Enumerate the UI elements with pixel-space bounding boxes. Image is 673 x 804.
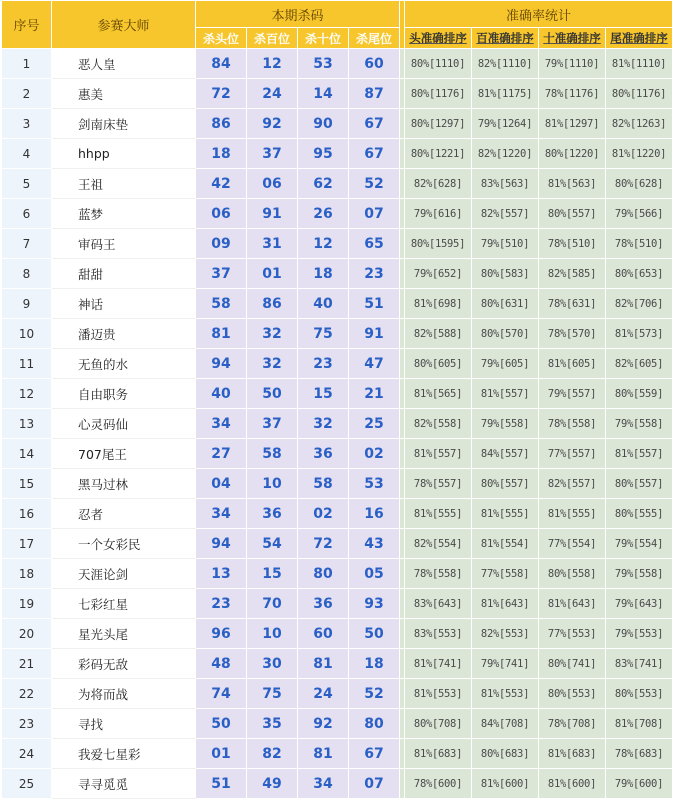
kill-hundred-value: 36 bbox=[247, 499, 298, 529]
kill-ten-value: 15 bbox=[298, 379, 349, 409]
kill-tail-value: 80 bbox=[349, 709, 400, 739]
row-index: 6 bbox=[2, 199, 52, 229]
kill-tail-value: 67 bbox=[349, 139, 400, 169]
table-header bbox=[2, 1, 673, 49]
kill-hundred-value: 37 bbox=[247, 409, 298, 439]
kill-ten-value: 14 bbox=[298, 79, 349, 109]
master-name: 自由职务 bbox=[52, 379, 196, 409]
master-name: 审码王 bbox=[52, 229, 196, 259]
head-accuracy-value: 81%[698] bbox=[405, 289, 472, 319]
kill-hundred-value: 49 bbox=[247, 769, 298, 799]
kill-ten-value: 18 bbox=[298, 259, 349, 289]
row-index: 14 bbox=[2, 439, 52, 469]
hundred-accuracy-value: 84%[557] bbox=[472, 439, 539, 469]
master-name: 甜甜 bbox=[52, 259, 196, 289]
header-accuracy-group: 准确率统计 bbox=[405, 1, 673, 28]
kill-hundred-value: 54 bbox=[247, 529, 298, 559]
ten-accuracy-value: 78%[510] bbox=[539, 229, 606, 259]
table-row bbox=[2, 319, 673, 349]
header-kill-hundred: 杀百位 bbox=[247, 28, 298, 49]
table-row bbox=[2, 79, 673, 109]
master-name: 惠美 bbox=[52, 79, 196, 109]
kill-hundred-value: 01 bbox=[247, 259, 298, 289]
table-row bbox=[2, 589, 673, 619]
table-row bbox=[2, 109, 673, 139]
ten-accuracy-value: 77%[557] bbox=[539, 439, 606, 469]
kill-tail-value: 65 bbox=[349, 229, 400, 259]
kill-ten-value: 81 bbox=[298, 739, 349, 769]
sort-tail-accuracy-link[interactable]: 尾准确排序 bbox=[606, 28, 673, 49]
tail-accuracy-value: 83%[741] bbox=[606, 649, 673, 679]
kill-ten-value: 32 bbox=[298, 409, 349, 439]
kill-hundred-value: 12 bbox=[247, 49, 298, 79]
master-name: 彩码无敌 bbox=[52, 649, 196, 679]
hundred-accuracy-value: 80%[631] bbox=[472, 289, 539, 319]
head-accuracy-value: 82%[628] bbox=[405, 169, 472, 199]
kill-head-value: 37 bbox=[196, 259, 247, 289]
tail-accuracy-value: 81%[557] bbox=[606, 439, 673, 469]
kill-tail-value: 52 bbox=[349, 169, 400, 199]
row-index: 16 bbox=[2, 499, 52, 529]
kill-hundred-value: 50 bbox=[247, 379, 298, 409]
kill-ten-value: 80 bbox=[298, 559, 349, 589]
kill-tail-value: 50 bbox=[349, 619, 400, 649]
row-index: 19 bbox=[2, 589, 52, 619]
master-name: 恶人皇 bbox=[52, 49, 196, 79]
kill-head-value: 58 bbox=[196, 289, 247, 319]
ten-accuracy-value: 82%[557] bbox=[539, 469, 606, 499]
kill-hundred-value: 06 bbox=[247, 169, 298, 199]
hundred-accuracy-value: 82%[1220] bbox=[472, 139, 539, 169]
head-accuracy-value: 83%[553] bbox=[405, 619, 472, 649]
table-row bbox=[2, 349, 673, 379]
table-row bbox=[2, 649, 673, 679]
kill-hundred-value: 15 bbox=[247, 559, 298, 589]
tail-accuracy-value: 80%[628] bbox=[606, 169, 673, 199]
kill-ten-value: 72 bbox=[298, 529, 349, 559]
ten-accuracy-value: 77%[554] bbox=[539, 529, 606, 559]
ten-accuracy-value: 80%[558] bbox=[539, 559, 606, 589]
tail-accuracy-value: 80%[559] bbox=[606, 379, 673, 409]
ten-accuracy-value: 80%[1220] bbox=[539, 139, 606, 169]
table-row bbox=[2, 289, 673, 319]
tail-accuracy-value: 79%[643] bbox=[606, 589, 673, 619]
kill-head-value: 34 bbox=[196, 409, 247, 439]
ten-accuracy-value: 81%[1297] bbox=[539, 109, 606, 139]
tail-accuracy-value: 81%[1110] bbox=[606, 49, 673, 79]
ten-accuracy-value: 79%[557] bbox=[539, 379, 606, 409]
kill-head-value: 42 bbox=[196, 169, 247, 199]
hundred-accuracy-value: 81%[643] bbox=[472, 589, 539, 619]
tail-accuracy-value: 80%[653] bbox=[606, 259, 673, 289]
kill-ten-value: 92 bbox=[298, 709, 349, 739]
sort-hundred-accuracy-link[interactable]: 百准确排序 bbox=[472, 28, 539, 49]
master-name: 无鱼的水 bbox=[52, 349, 196, 379]
master-name: 我爱七星彩 bbox=[52, 739, 196, 769]
ten-accuracy-value: 81%[555] bbox=[539, 499, 606, 529]
sort-ten-accuracy-link[interactable]: 十准确排序 bbox=[539, 28, 606, 49]
head-accuracy-value: 81%[557] bbox=[405, 439, 472, 469]
ten-accuracy-value: 80%[553] bbox=[539, 679, 606, 709]
kill-tail-value: 47 bbox=[349, 349, 400, 379]
table-row bbox=[2, 49, 673, 79]
ten-accuracy-value: 79%[1110] bbox=[539, 49, 606, 79]
tail-accuracy-value: 82%[605] bbox=[606, 349, 673, 379]
tail-accuracy-value: 81%[1220] bbox=[606, 139, 673, 169]
kill-head-value: 51 bbox=[196, 769, 247, 799]
kill-hundred-value: 91 bbox=[247, 199, 298, 229]
kill-tail-value: 05 bbox=[349, 559, 400, 589]
table-row bbox=[2, 169, 673, 199]
header-master: 参赛大师 bbox=[52, 1, 196, 49]
kill-tail-value: 07 bbox=[349, 199, 400, 229]
row-index: 12 bbox=[2, 379, 52, 409]
kill-ten-value: 40 bbox=[298, 289, 349, 319]
tail-accuracy-value: 78%[683] bbox=[606, 739, 673, 769]
hundred-accuracy-value: 80%[570] bbox=[472, 319, 539, 349]
ten-accuracy-value: 81%[605] bbox=[539, 349, 606, 379]
head-accuracy-value: 81%[683] bbox=[405, 739, 472, 769]
kill-tail-value: 18 bbox=[349, 649, 400, 679]
head-accuracy-value: 81%[741] bbox=[405, 649, 472, 679]
hundred-accuracy-value: 79%[741] bbox=[472, 649, 539, 679]
ten-accuracy-value: 77%[553] bbox=[539, 619, 606, 649]
tail-accuracy-value: 81%[573] bbox=[606, 319, 673, 349]
tail-accuracy-value: 80%[557] bbox=[606, 469, 673, 499]
master-name: 王祖 bbox=[52, 169, 196, 199]
kill-head-value: 04 bbox=[196, 469, 247, 499]
ten-accuracy-value: 81%[563] bbox=[539, 169, 606, 199]
kill-ten-value: 62 bbox=[298, 169, 349, 199]
table-row bbox=[2, 679, 673, 709]
kill-head-value: 13 bbox=[196, 559, 247, 589]
row-index: 24 bbox=[2, 739, 52, 769]
kill-head-value: 74 bbox=[196, 679, 247, 709]
kill-head-value: 94 bbox=[196, 349, 247, 379]
ten-accuracy-value: 81%[600] bbox=[539, 769, 606, 799]
hundred-accuracy-value: 79%[558] bbox=[472, 409, 539, 439]
kill-ten-value: 02 bbox=[298, 499, 349, 529]
ten-accuracy-value: 80%[741] bbox=[539, 649, 606, 679]
ten-accuracy-value: 78%[1176] bbox=[539, 79, 606, 109]
hundred-accuracy-value: 81%[555] bbox=[472, 499, 539, 529]
hundred-accuracy-value: 84%[708] bbox=[472, 709, 539, 739]
hundred-accuracy-value: 80%[683] bbox=[472, 739, 539, 769]
hundred-accuracy-value: 83%[563] bbox=[472, 169, 539, 199]
kill-hundred-value: 30 bbox=[247, 649, 298, 679]
tail-accuracy-value: 78%[510] bbox=[606, 229, 673, 259]
tail-accuracy-value: 79%[554] bbox=[606, 529, 673, 559]
master-name: hhpp bbox=[52, 139, 196, 169]
row-index: 17 bbox=[2, 529, 52, 559]
row-index: 15 bbox=[2, 469, 52, 499]
row-index: 18 bbox=[2, 559, 52, 589]
kill-tail-value: 87 bbox=[349, 79, 400, 109]
row-index: 20 bbox=[2, 619, 52, 649]
row-index: 11 bbox=[2, 349, 52, 379]
tail-accuracy-value: 81%[708] bbox=[606, 709, 673, 739]
tail-accuracy-value: 79%[558] bbox=[606, 409, 673, 439]
kill-head-value: 06 bbox=[196, 199, 247, 229]
kill-tail-value: 21 bbox=[349, 379, 400, 409]
row-index: 23 bbox=[2, 709, 52, 739]
kill-head-value: 84 bbox=[196, 49, 247, 79]
kill-head-value: 18 bbox=[196, 139, 247, 169]
row-index: 25 bbox=[2, 769, 52, 799]
tail-accuracy-value: 82%[706] bbox=[606, 289, 673, 319]
row-index: 10 bbox=[2, 319, 52, 349]
kill-ten-value: 90 bbox=[298, 109, 349, 139]
kill-ten-value: 60 bbox=[298, 619, 349, 649]
row-index: 13 bbox=[2, 409, 52, 439]
master-name: 潘迈贵 bbox=[52, 319, 196, 349]
ten-accuracy-value: 81%[643] bbox=[539, 589, 606, 619]
kill-tail-value: 60 bbox=[349, 49, 400, 79]
kill-tail-value: 51 bbox=[349, 289, 400, 319]
tail-accuracy-value: 80%[1176] bbox=[606, 79, 673, 109]
kill-hundred-value: 31 bbox=[247, 229, 298, 259]
header-kill-ten: 杀十位 bbox=[298, 28, 349, 49]
kill-head-value: 72 bbox=[196, 79, 247, 109]
kill-head-value: 27 bbox=[196, 439, 247, 469]
head-accuracy-value: 81%[555] bbox=[405, 499, 472, 529]
table-row bbox=[2, 259, 673, 289]
kill-tail-value: 02 bbox=[349, 439, 400, 469]
kill-head-value: 96 bbox=[196, 619, 247, 649]
kill-hundred-value: 58 bbox=[247, 439, 298, 469]
ten-accuracy-value: 78%[558] bbox=[539, 409, 606, 439]
table-row bbox=[2, 709, 673, 739]
hundred-accuracy-value: 80%[583] bbox=[472, 259, 539, 289]
head-accuracy-value: 80%[1110] bbox=[405, 49, 472, 79]
kill-ten-value: 53 bbox=[298, 49, 349, 79]
ten-accuracy-value: 78%[570] bbox=[539, 319, 606, 349]
master-name: 蓝梦 bbox=[52, 199, 196, 229]
row-index: 21 bbox=[2, 649, 52, 679]
tail-accuracy-value: 79%[600] bbox=[606, 769, 673, 799]
kill-head-value: 48 bbox=[196, 649, 247, 679]
hundred-accuracy-value: 82%[1110] bbox=[472, 49, 539, 79]
hundred-accuracy-value: 79%[605] bbox=[472, 349, 539, 379]
kill-hundred-value: 82 bbox=[247, 739, 298, 769]
master-name: 寻寻觅觅 bbox=[52, 769, 196, 799]
head-accuracy-value: 79%[616] bbox=[405, 199, 472, 229]
kill-ten-value: 34 bbox=[298, 769, 349, 799]
kill-tail-value: 23 bbox=[349, 259, 400, 289]
table-row bbox=[2, 229, 673, 259]
kill-head-value: 81 bbox=[196, 319, 247, 349]
hundred-accuracy-value: 81%[600] bbox=[472, 769, 539, 799]
kill-ten-value: 95 bbox=[298, 139, 349, 169]
head-accuracy-value: 80%[605] bbox=[405, 349, 472, 379]
table-row bbox=[2, 739, 673, 769]
kill-hundred-value: 24 bbox=[247, 79, 298, 109]
kill-ten-value: 36 bbox=[298, 439, 349, 469]
hundred-accuracy-value: 81%[554] bbox=[472, 529, 539, 559]
kill-tail-value: 07 bbox=[349, 769, 400, 799]
master-name: 天涯论剑 bbox=[52, 559, 196, 589]
kill-ten-value: 81 bbox=[298, 649, 349, 679]
kill-ten-value: 23 bbox=[298, 349, 349, 379]
row-index: 1 bbox=[2, 49, 52, 79]
master-name: 寻找 bbox=[52, 709, 196, 739]
kill-tail-value: 67 bbox=[349, 109, 400, 139]
kill-hundred-value: 10 bbox=[247, 619, 298, 649]
master-name: 黑马过林 bbox=[52, 469, 196, 499]
hundred-accuracy-value: 81%[1175] bbox=[472, 79, 539, 109]
table-row bbox=[2, 769, 673, 799]
ten-accuracy-value: 80%[557] bbox=[539, 199, 606, 229]
table-body bbox=[2, 49, 673, 799]
row-index: 7 bbox=[2, 229, 52, 259]
head-accuracy-value: 80%[1221] bbox=[405, 139, 472, 169]
kill-head-value: 86 bbox=[196, 109, 247, 139]
tail-accuracy-value: 79%[553] bbox=[606, 619, 673, 649]
kill-head-value: 34 bbox=[196, 499, 247, 529]
kill-tail-value: 25 bbox=[349, 409, 400, 439]
kill-hundred-value: 86 bbox=[247, 289, 298, 319]
kill-ten-value: 24 bbox=[298, 679, 349, 709]
kill-hundred-value: 10 bbox=[247, 469, 298, 499]
ten-accuracy-value: 78%[631] bbox=[539, 289, 606, 319]
table-row bbox=[2, 439, 673, 469]
kill-head-value: 50 bbox=[196, 709, 247, 739]
master-name: 一个女彩民 bbox=[52, 529, 196, 559]
kill-tail-value: 67 bbox=[349, 739, 400, 769]
ten-accuracy-value: 82%[585] bbox=[539, 259, 606, 289]
head-accuracy-value: 83%[643] bbox=[405, 589, 472, 619]
table-row bbox=[2, 559, 673, 589]
head-accuracy-value: 82%[558] bbox=[405, 409, 472, 439]
master-name: 剑南床垫 bbox=[52, 109, 196, 139]
table-row bbox=[2, 469, 673, 499]
kill-hundred-value: 75 bbox=[247, 679, 298, 709]
kill-tail-value: 52 bbox=[349, 679, 400, 709]
head-accuracy-value: 79%[652] bbox=[405, 259, 472, 289]
hundred-accuracy-value: 79%[510] bbox=[472, 229, 539, 259]
kill-ten-value: 26 bbox=[298, 199, 349, 229]
row-index: 9 bbox=[2, 289, 52, 319]
master-name: 七彩红星 bbox=[52, 589, 196, 619]
kill-hundred-value: 32 bbox=[247, 319, 298, 349]
kill-tail-value: 16 bbox=[349, 499, 400, 529]
kill-ten-value: 75 bbox=[298, 319, 349, 349]
master-name: 星光头尾 bbox=[52, 619, 196, 649]
hundred-accuracy-value: 79%[1264] bbox=[472, 109, 539, 139]
kill-ten-value: 12 bbox=[298, 229, 349, 259]
head-accuracy-value: 78%[600] bbox=[405, 769, 472, 799]
tail-accuracy-value: 80%[553] bbox=[606, 679, 673, 709]
hundred-accuracy-value: 81%[557] bbox=[472, 379, 539, 409]
kill-tail-value: 53 bbox=[349, 469, 400, 499]
kill-hundred-value: 32 bbox=[247, 349, 298, 379]
table-row bbox=[2, 199, 673, 229]
kill-tail-value: 93 bbox=[349, 589, 400, 619]
master-name: 为将而战 bbox=[52, 679, 196, 709]
kill-tail-value: 43 bbox=[349, 529, 400, 559]
kill-hundred-value: 35 bbox=[247, 709, 298, 739]
kill-ten-value: 36 bbox=[298, 589, 349, 619]
kill-head-value: 40 bbox=[196, 379, 247, 409]
kill-head-value: 94 bbox=[196, 529, 247, 559]
head-accuracy-value: 80%[708] bbox=[405, 709, 472, 739]
hundred-accuracy-value: 82%[553] bbox=[472, 619, 539, 649]
tail-accuracy-value: 79%[566] bbox=[606, 199, 673, 229]
hundred-accuracy-value: 82%[557] bbox=[472, 199, 539, 229]
head-accuracy-value: 80%[1595] bbox=[405, 229, 472, 259]
ten-accuracy-value: 81%[683] bbox=[539, 739, 606, 769]
kill-hundred-value: 37 bbox=[247, 139, 298, 169]
head-accuracy-value: 81%[565] bbox=[405, 379, 472, 409]
header-index: 序号 bbox=[2, 1, 52, 49]
row-index: 3 bbox=[2, 109, 52, 139]
header-kill-head: 杀头位 bbox=[196, 28, 247, 49]
kill-hundred-value: 70 bbox=[247, 589, 298, 619]
master-kill-table bbox=[1, 0, 673, 799]
kill-hundred-value: 92 bbox=[247, 109, 298, 139]
master-name: 神话 bbox=[52, 289, 196, 319]
head-accuracy-value: 82%[554] bbox=[405, 529, 472, 559]
head-accuracy-value: 81%[553] bbox=[405, 679, 472, 709]
hundred-accuracy-value: 80%[557] bbox=[472, 469, 539, 499]
head-accuracy-value: 78%[557] bbox=[405, 469, 472, 499]
head-accuracy-value: 80%[1297] bbox=[405, 109, 472, 139]
ten-accuracy-value: 78%[708] bbox=[539, 709, 606, 739]
row-index: 2 bbox=[2, 79, 52, 109]
row-index: 8 bbox=[2, 259, 52, 289]
table-row bbox=[2, 499, 673, 529]
table-row bbox=[2, 529, 673, 559]
hundred-accuracy-value: 77%[558] bbox=[472, 559, 539, 589]
header-kill-group: 本期杀码 bbox=[196, 1, 400, 28]
tail-accuracy-value: 82%[1263] bbox=[606, 109, 673, 139]
table-row bbox=[2, 139, 673, 169]
kill-head-value: 01 bbox=[196, 739, 247, 769]
table-row bbox=[2, 409, 673, 439]
head-accuracy-value: 78%[558] bbox=[405, 559, 472, 589]
master-name: 忍者 bbox=[52, 499, 196, 529]
header-kill-tail: 杀尾位 bbox=[349, 28, 400, 49]
table-row bbox=[2, 379, 673, 409]
master-name: 心灵码仙 bbox=[52, 409, 196, 439]
kill-ten-value: 58 bbox=[298, 469, 349, 499]
row-index: 22 bbox=[2, 679, 52, 709]
kill-head-value: 09 bbox=[196, 229, 247, 259]
sort-head-accuracy-link[interactable]: 头准确排序 bbox=[405, 28, 472, 49]
row-index: 4 bbox=[2, 139, 52, 169]
table-row bbox=[2, 619, 673, 649]
row-index: 5 bbox=[2, 169, 52, 199]
head-accuracy-value: 82%[588] bbox=[405, 319, 472, 349]
master-name: 707尾王 bbox=[52, 439, 196, 469]
tail-accuracy-value: 80%[555] bbox=[606, 499, 673, 529]
head-accuracy-value: 80%[1176] bbox=[405, 79, 472, 109]
hundred-accuracy-value: 81%[553] bbox=[472, 679, 539, 709]
kill-head-value: 23 bbox=[196, 589, 247, 619]
tail-accuracy-value: 79%[558] bbox=[606, 559, 673, 589]
kill-tail-value: 91 bbox=[349, 319, 400, 349]
